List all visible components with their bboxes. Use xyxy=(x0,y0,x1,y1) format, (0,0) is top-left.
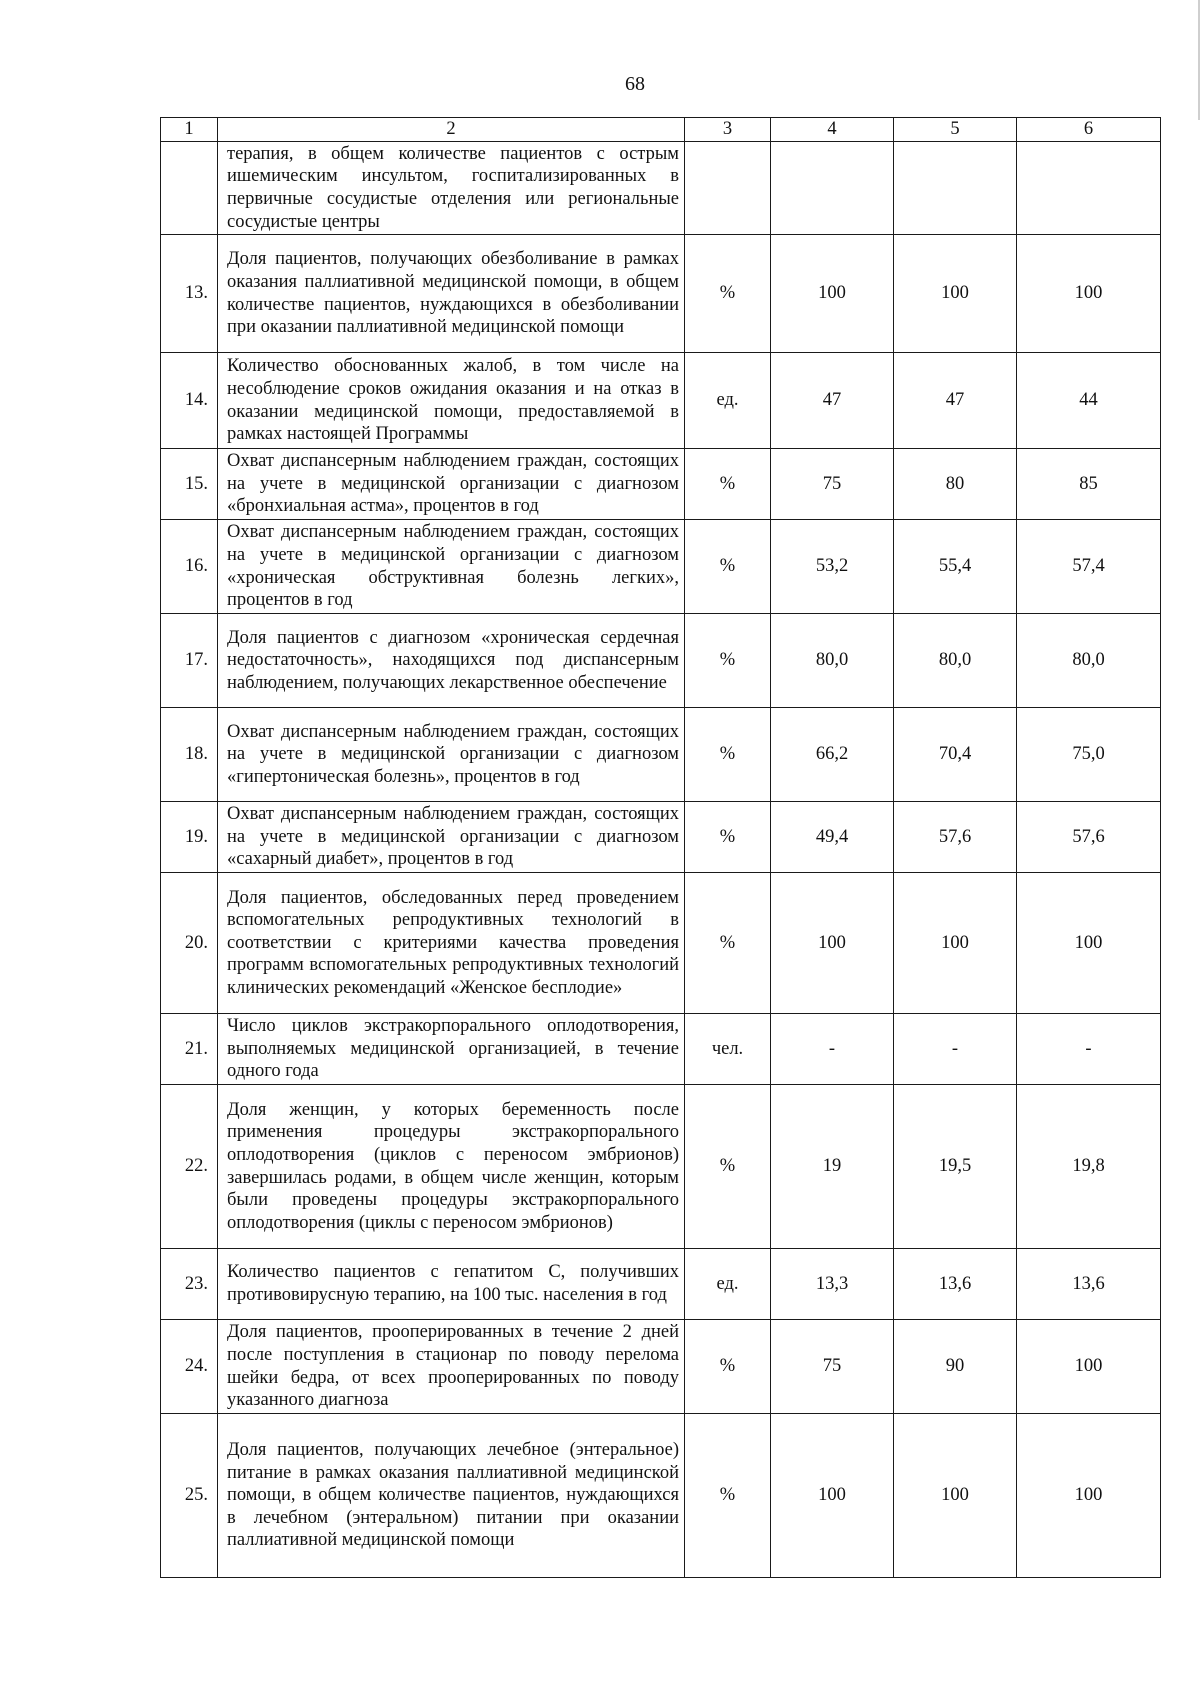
value-cell: 19 xyxy=(771,1085,894,1249)
indicator-description: Охват диспансерным наблюдением граждан, состоящих на учете в медицинской организации с диагнозом «хроническая обструктивная болезнь легких», процентов в год xyxy=(218,520,685,614)
indicator-description: терапия, в общем количестве пациентов с острым ишемическим инсультом, госпитализированных в первичные сосудистые отделения или региональные сосудистые центры xyxy=(218,142,685,235)
value-cell: 100 xyxy=(1017,873,1161,1014)
row-number: 19. xyxy=(161,802,218,873)
row-number: 20. xyxy=(161,873,218,1014)
value-cell: 85 xyxy=(1017,449,1161,520)
unit-cell: % xyxy=(685,235,771,353)
value-cell: - xyxy=(771,1014,894,1085)
column-number-row xyxy=(161,118,1161,142)
table-row xyxy=(161,1085,1161,1249)
indicator-description: Количество пациентов с гепатитом С, получивших противовирусную терапию, на 100 тыс. населения в год xyxy=(218,1249,685,1320)
column-number: 1 xyxy=(161,118,218,142)
row-number: 14. xyxy=(161,353,218,449)
value-cell: 90 xyxy=(894,1320,1017,1414)
table-row xyxy=(161,1014,1161,1085)
column-number: 6 xyxy=(1017,118,1161,142)
indicator-description: Доля женщин, у которых беременность после применения процедуры экстракорпорального оплодотворения (циклов с переносом эмбрионов) завершилась родами, в общем числе женщин, которым были проведены процедуры экстракорпорального оплодотворения (циклы с переносом эмбрионов) xyxy=(218,1085,685,1249)
table-row xyxy=(161,142,1161,235)
row-number: 13. xyxy=(161,235,218,353)
unit-cell: % xyxy=(685,873,771,1014)
page-number: 68 xyxy=(625,73,645,95)
table-row xyxy=(161,1414,1161,1578)
row-number: 25. xyxy=(161,1414,218,1578)
value-cell: - xyxy=(1017,1014,1161,1085)
column-number: 3 xyxy=(685,118,771,142)
indicators-table xyxy=(160,117,1161,1578)
value-cell: 100 xyxy=(1017,1320,1161,1414)
unit-cell: % xyxy=(685,708,771,802)
row-number: 17. xyxy=(161,614,218,708)
value-cell xyxy=(1017,142,1161,235)
unit-cell: % xyxy=(685,802,771,873)
value-cell: 100 xyxy=(894,1414,1017,1578)
value-cell: 13,6 xyxy=(894,1249,1017,1320)
value-cell: 75,0 xyxy=(1017,708,1161,802)
unit-cell: % xyxy=(685,614,771,708)
unit-cell: % xyxy=(685,1320,771,1414)
table-row xyxy=(161,520,1161,614)
value-cell: 80,0 xyxy=(894,614,1017,708)
unit-cell: % xyxy=(685,449,771,520)
indicator-description: Доля пациентов с диагнозом «хроническая сердечная недостаточность», находящихся под диспансерным наблюдением, получающих лекарственное обеспечение xyxy=(218,614,685,708)
table-row xyxy=(161,708,1161,802)
unit-cell: % xyxy=(685,520,771,614)
value-cell: 80 xyxy=(894,449,1017,520)
row-number: 18. xyxy=(161,708,218,802)
value-cell: 66,2 xyxy=(771,708,894,802)
indicator-description: Охват диспансерным наблюдением граждан, состоящих на учете в медицинской организации с диагнозом «гипертоническая болезнь», процентов в год xyxy=(218,708,685,802)
table-row xyxy=(161,802,1161,873)
unit-cell: % xyxy=(685,1414,771,1578)
value-cell: 75 xyxy=(771,1320,894,1414)
value-cell: 57,6 xyxy=(1017,802,1161,873)
value-cell: 19,8 xyxy=(1017,1085,1161,1249)
value-cell: 47 xyxy=(894,353,1017,449)
value-cell: 80,0 xyxy=(1017,614,1161,708)
unit-cell xyxy=(685,142,771,235)
value-cell: 57,6 xyxy=(894,802,1017,873)
row-number: 21. xyxy=(161,1014,218,1085)
row-number: 22. xyxy=(161,1085,218,1249)
value-cell: 70,4 xyxy=(894,708,1017,802)
value-cell: 49,4 xyxy=(771,802,894,873)
row-number: 15. xyxy=(161,449,218,520)
value-cell: 100 xyxy=(771,1414,894,1578)
table-row xyxy=(161,614,1161,708)
table-row xyxy=(161,1249,1161,1320)
value-cell: 100 xyxy=(894,873,1017,1014)
unit-cell: ед. xyxy=(685,353,771,449)
indicator-description: Доля пациентов, получающих лечебное (энтеральное) питание в рамках оказания паллиативной медицинской помощи, в общем количестве пациентов, нуждающихся в лечебном (энтеральном) питании при оказании паллиативной медицинской помощи xyxy=(218,1414,685,1578)
table-row xyxy=(161,873,1161,1014)
indicator-description: Доля пациентов, обследованных перед проведением вспомогательных репродуктивных технологий в соответствии с критериями качества проведения программ вспомогательных репродуктивных технологий клинических рекомендаций «Женское бесплодие» xyxy=(218,873,685,1014)
row-number: 23. xyxy=(161,1249,218,1320)
value-cell: 100 xyxy=(1017,235,1161,353)
indicator-description: Охват диспансерным наблюдением граждан, состоящих на учете в медицинской организации с диагнозом «бронхиальная астма», процентов в год xyxy=(218,449,685,520)
value-cell: 57,4 xyxy=(1017,520,1161,614)
value-cell: 80,0 xyxy=(771,614,894,708)
value-cell xyxy=(894,142,1017,235)
value-cell: 47 xyxy=(771,353,894,449)
value-cell: 100 xyxy=(771,873,894,1014)
value-cell: 53,2 xyxy=(771,520,894,614)
indicator-description: Охват диспансерным наблюдением граждан, состоящих на учете в медицинской организации с диагнозом «сахарный диабет», процентов в год xyxy=(218,802,685,873)
table-row xyxy=(161,449,1161,520)
value-cell: 100 xyxy=(1017,1414,1161,1578)
value-cell: 100 xyxy=(894,235,1017,353)
value-cell: 44 xyxy=(1017,353,1161,449)
indicator-description: Количество обоснованных жалоб, в том числе на несоблюдение сроков ожидания оказания и на отказ в оказании медицинской помощи, предоставляемой в рамках настоящей Программы xyxy=(218,353,685,449)
value-cell: 13,3 xyxy=(771,1249,894,1320)
row-number xyxy=(161,142,218,235)
column-number: 2 xyxy=(218,118,685,142)
table-row xyxy=(161,235,1161,353)
indicator-description: Доля пациентов, прооперированных в течение 2 дней после поступления в стационар по поводу перелома шейки бедра, от всех прооперированных по поводу указанного диагноза xyxy=(218,1320,685,1414)
column-number: 4 xyxy=(771,118,894,142)
value-cell: 19,5 xyxy=(894,1085,1017,1249)
value-cell: - xyxy=(894,1014,1017,1085)
table-row xyxy=(161,353,1161,449)
unit-cell: % xyxy=(685,1085,771,1249)
value-cell: 55,4 xyxy=(894,520,1017,614)
column-number: 5 xyxy=(894,118,1017,142)
value-cell: 100 xyxy=(771,235,894,353)
value-cell: 13,6 xyxy=(1017,1249,1161,1320)
row-number: 24. xyxy=(161,1320,218,1414)
value-cell xyxy=(771,142,894,235)
indicator-description: Число циклов экстракорпорального оплодотворения, выполняемых медицинской организацией, в течение одного года xyxy=(218,1014,685,1085)
value-cell: 75 xyxy=(771,449,894,520)
row-number: 16. xyxy=(161,520,218,614)
unit-cell: ед. xyxy=(685,1249,771,1320)
indicator-description: Доля пациентов, получающих обезболивание в рамках оказания паллиативной медицинской помощи, в общем количестве пациентов, нуждающихся в обезболивании при оказании паллиативной медицинской помощи xyxy=(218,235,685,353)
table-row xyxy=(161,1320,1161,1414)
unit-cell: чел. xyxy=(685,1014,771,1085)
